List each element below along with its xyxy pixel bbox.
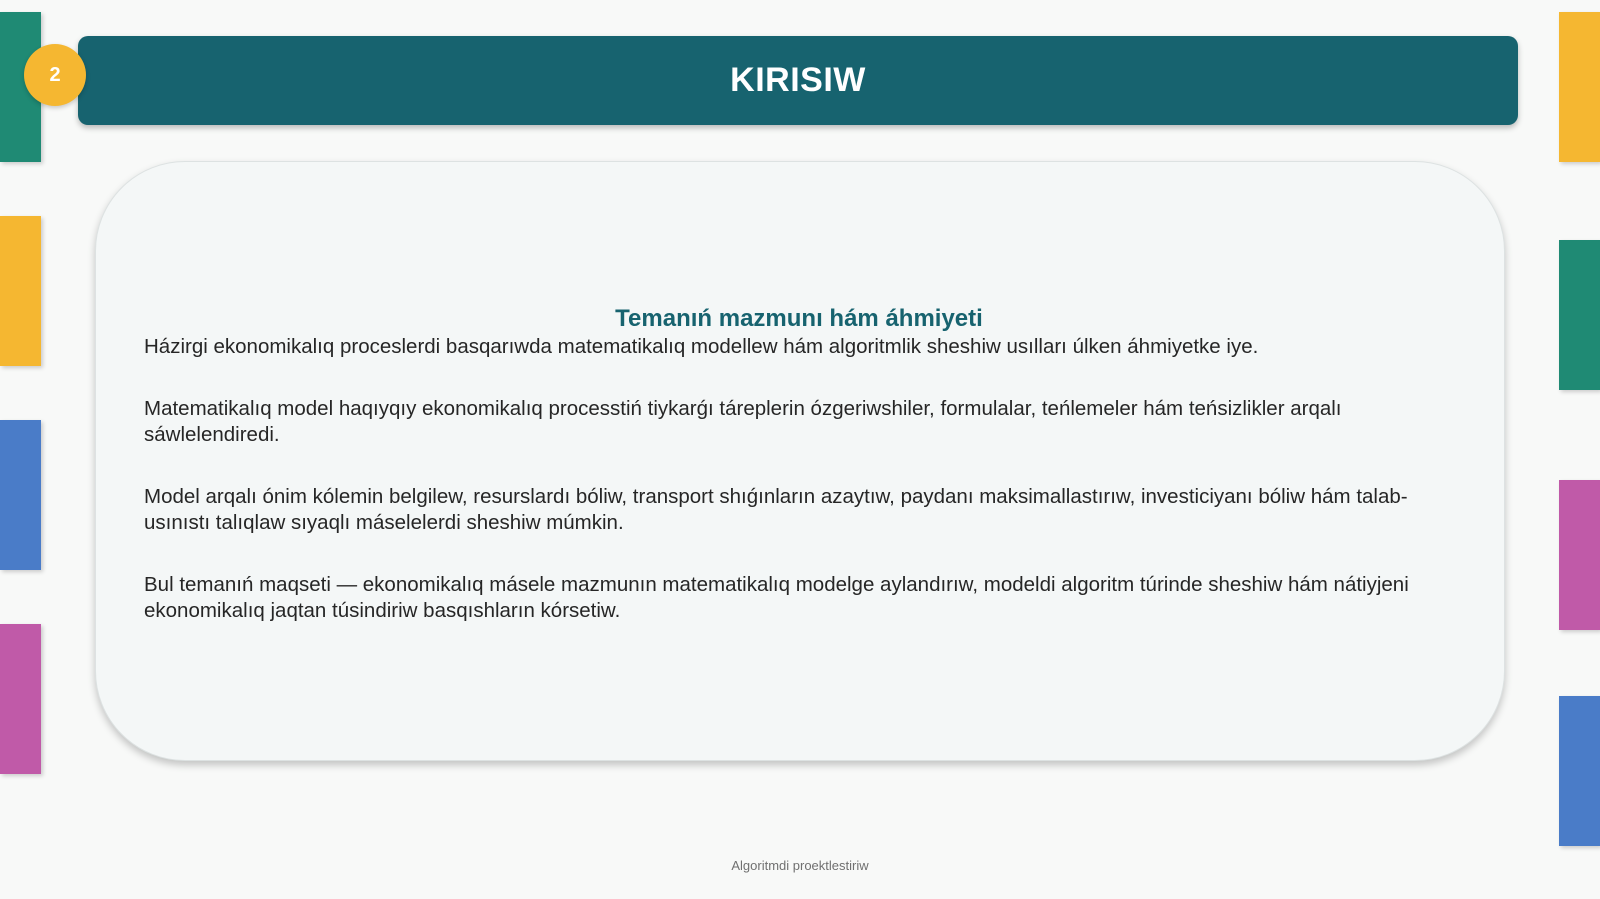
slide-footer: Algoritmdi proektlestiriw xyxy=(731,858,869,873)
paragraph-1: Házirgi ekonomikalıq proceslerdi basqarıwda matematikalıq modellew hám algoritmlik sheshiw usılları úlken áhmiyetke iye. xyxy=(144,335,1259,358)
paragraph-2: Matematikalıq model haqıyqıy ekonomikalıq processtiń tiykarǵı táreplerin ózgeriwshiler, formulalar, teńlemeler hám teńsizlikler arqalı sáwlelendiredi. xyxy=(144,397,1342,446)
slide-header xyxy=(78,36,1518,125)
right-bar-blue xyxy=(1559,696,1600,846)
paragraph-3: Model arqalı ónim kólemin belgilew, resurslardı bóliw, transport shıǵınların azaytıw, paydanı maksimallastırıw, investiciyanı bóliw hám talab-usınıstı talıqlaw sıyaqlı máselelerdi sheshiw múmkin. xyxy=(144,485,1408,534)
right-bar-green xyxy=(1559,240,1600,390)
card-title: Temanıń mazmunı hám áhmiyeti xyxy=(615,305,983,332)
left-bar-yellow xyxy=(0,216,41,366)
right-bar-magenta xyxy=(1559,480,1600,630)
right-bar-yellow xyxy=(1559,12,1600,162)
slide-number-badge: 2 xyxy=(24,44,86,106)
left-bar-magenta xyxy=(0,624,41,774)
card-content xyxy=(144,304,1454,624)
paragraph-4: Bul temanıń maqseti — ekonomikalıq másele mazmunın matematikalıq modelge aylandırıw, modeldi algoritm túrinde sheshiw hám nátiyjeni ekonomikalıq jaqtan túsindiriw basqıshların kórsetiw. xyxy=(144,573,1409,622)
slide-title: KIRISIW xyxy=(730,61,866,99)
left-bar-blue xyxy=(0,420,41,570)
content-card xyxy=(95,161,1505,761)
